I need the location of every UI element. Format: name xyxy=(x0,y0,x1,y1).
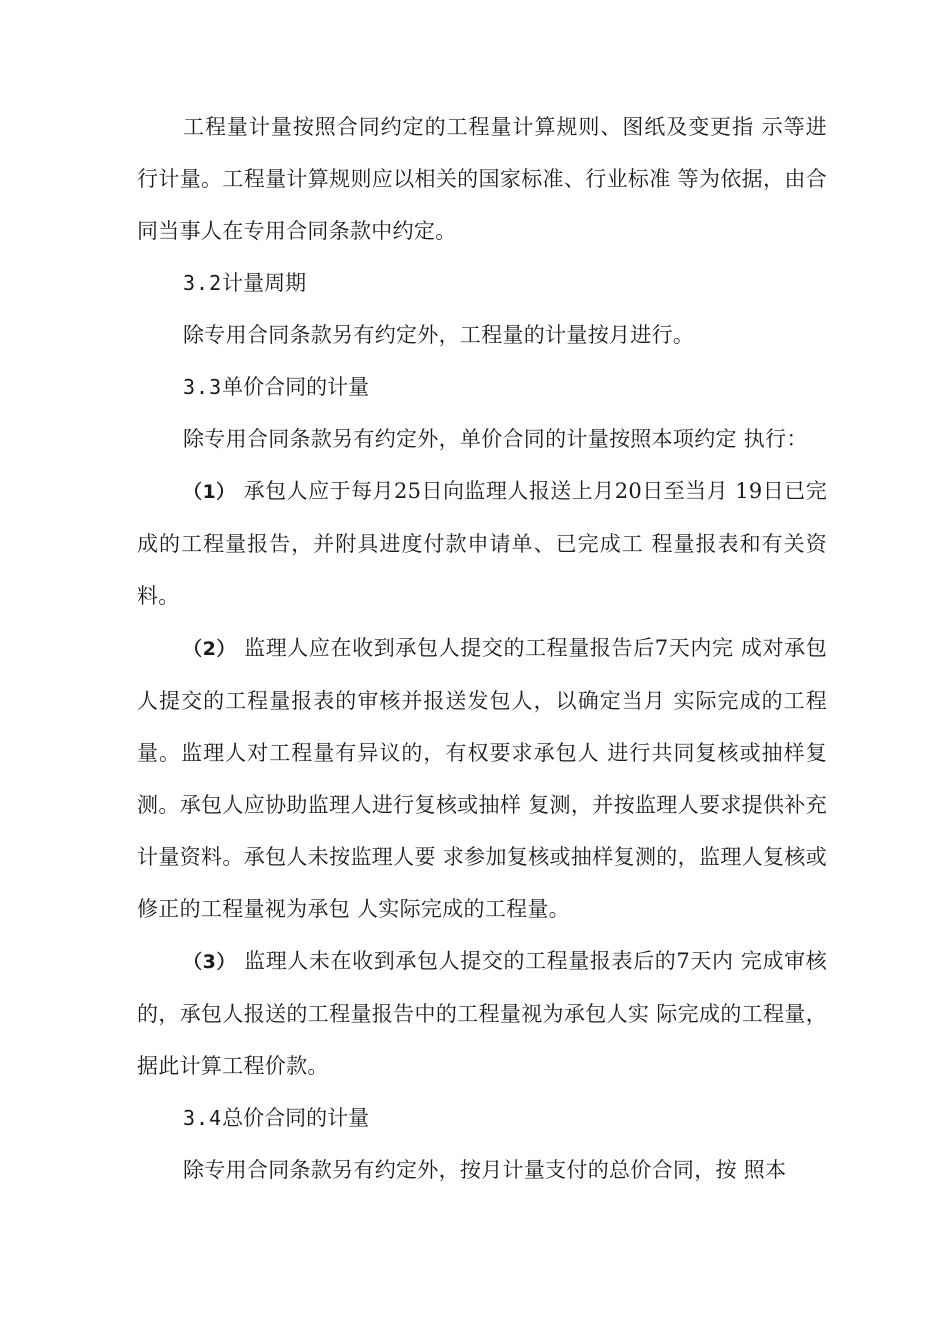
list-item-text: 承包人应于每月25日向监理人报送上月20日至当月 19日已完成的工程量报告，并附具进度付款申请单、已完成工 程量报表和有关资料。 xyxy=(137,479,828,608)
list-item-2 xyxy=(137,622,827,935)
section-number: 3.2 xyxy=(183,271,223,295)
section-title: 计量周期 xyxy=(222,271,307,295)
list-item-3 xyxy=(137,935,827,1092)
section-heading-3-3 xyxy=(137,361,827,413)
paragraph-measurement-period: 除专用合同条款另有约定外，工程量的计量按月进行。 xyxy=(183,323,695,347)
section-heading-3-4 xyxy=(137,1092,827,1144)
list-item-text: 监理人未在收到承包人提交的工程量报表后的7天内 完成审核的，承包人报送的工程量报告中的工程量视为承包人实 际完成的工程量，据此计算工程价款。 xyxy=(137,949,828,1078)
section-title: 单价合同的计量 xyxy=(222,375,370,399)
list-item-text: 监理人应在收到承包人提交的工程量报告后7天内完 成对承包人提交的工程量报表的审核并报送发包人，以确定当月 实际完成的工程量。监理人对工程量有异议的，有权要求承包人 进行共同复核或抽样复测。承包人应协助监理人进行复核或抽样 复测，并按监理人要求提供补充计量资料。承包人未按监理人要 求参加复核或抽样复测的，监理人复核或修正的工程量视为承包 人实际完成的工程量。 xyxy=(137,636,828,921)
section-title: 总价合同的计量 xyxy=(222,1106,370,1130)
section-heading-3-2 xyxy=(137,257,827,309)
section-number: 3.3 xyxy=(183,375,223,399)
list-item-label: （1） xyxy=(183,481,236,503)
list-item-1 xyxy=(137,465,827,622)
paragraph-measurement-rules: 工程量计量按照合同约定的工程量计算规则、图纸及变更指 示等进行计量。工程量计算规则应以相关的国家标准、行业标准 等为依据，由合同当事人在专用合同条款中约定。 xyxy=(137,115,827,243)
list-item-label: （2） xyxy=(183,638,237,660)
list-item-label: （3） xyxy=(183,951,237,973)
section-number: 3.4 xyxy=(183,1106,223,1130)
paragraph-lump-sum-contract: 除专用合同条款另有约定外，按月计量支付的总价合同，按 照本 xyxy=(183,1158,787,1182)
document-body xyxy=(137,101,827,1196)
paragraph-unit-price-contract: 除专用合同条款另有约定外，单价合同的计量按照本项约定 执行： xyxy=(183,427,808,451)
